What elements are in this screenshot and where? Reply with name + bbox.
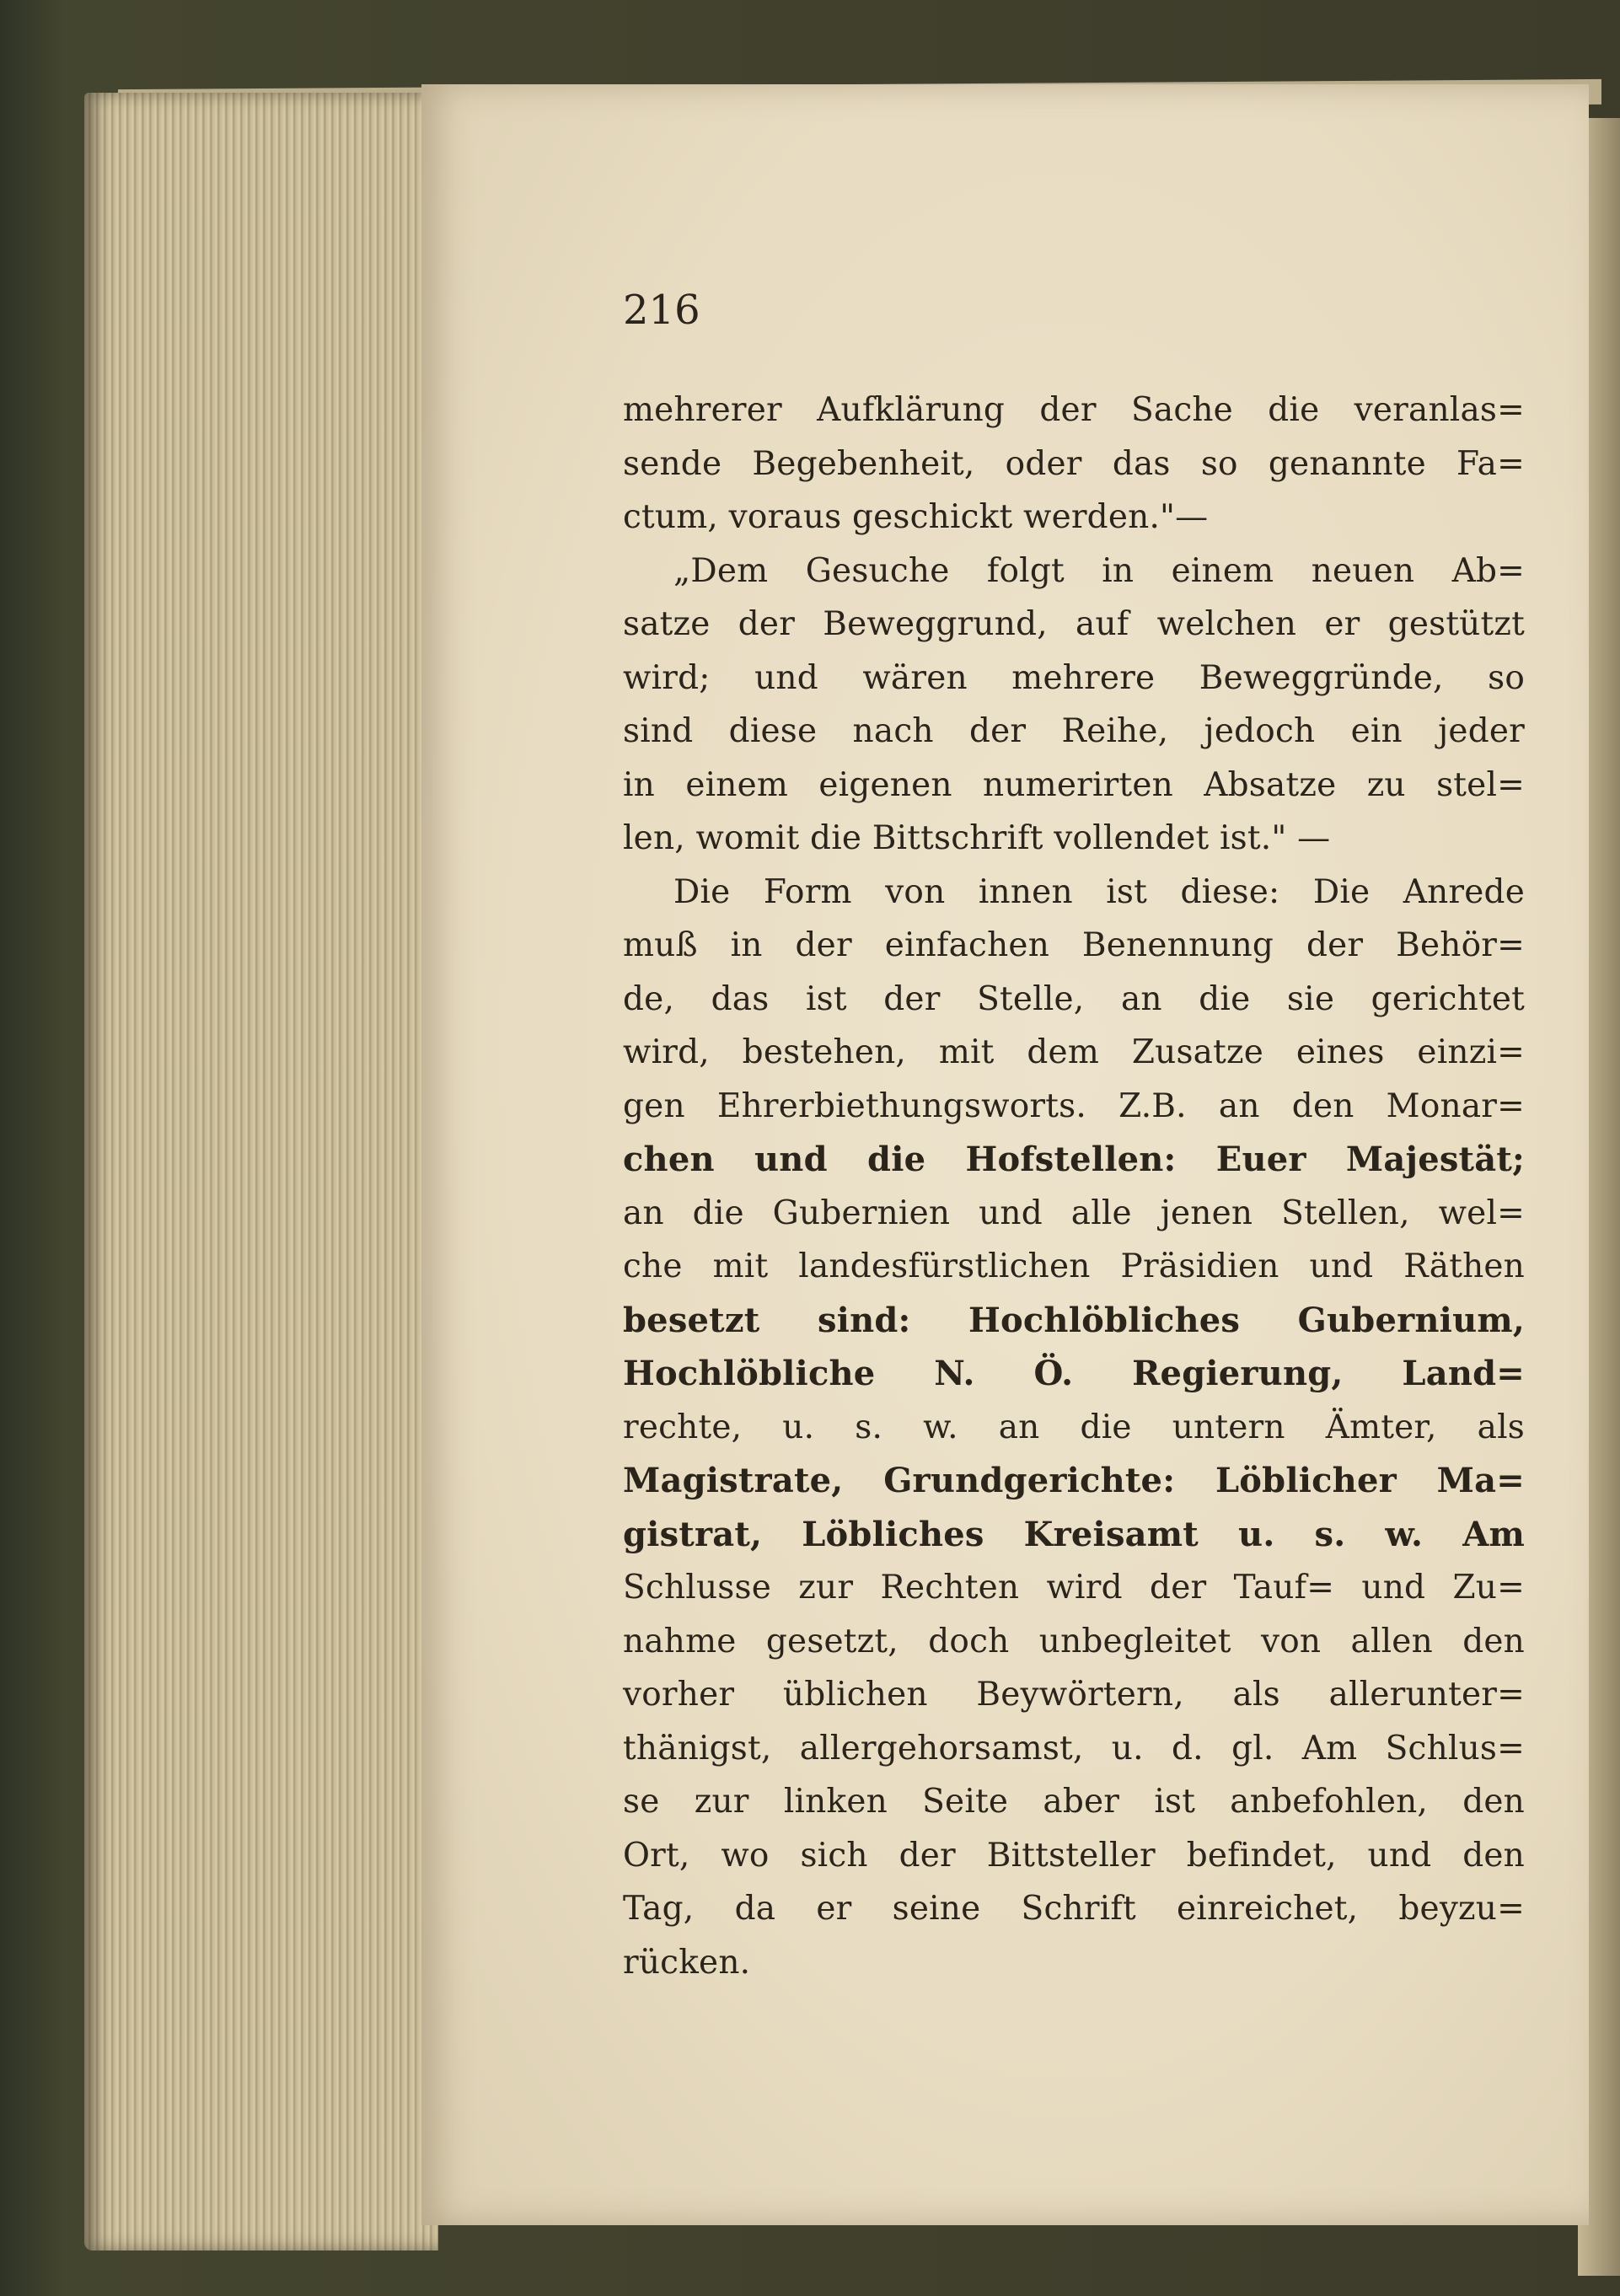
text-line: „Dem Gesuche folgt in einem neuen Ab= [673, 551, 1525, 590]
text-line: Ort, wo sich der Bittsteller befindet, und den [623, 1836, 1525, 1875]
text-line: chen und die Hofstellen: Euer Majestät; [623, 1140, 1525, 1179]
text-line: thänigst, allergehorsamst, u. d. gl. Am Schlus= [623, 1729, 1525, 1768]
text-line: in einem eigenen numerirten Absatze zu stel= [623, 765, 1525, 804]
text-line: ctum, voraus geschickt werden."— [623, 498, 1209, 536]
page-stack-edges [84, 93, 438, 2250]
text-line: rücken. [623, 1943, 751, 1982]
text-line: wird, bestehen, mit dem Zusatze eines einzi= [623, 1033, 1525, 1071]
text-line: rechte, u. s. w. an die untern Ämter, als [623, 1408, 1525, 1446]
text-line: len, womit die Bittschrift vollendet ist." — [623, 819, 1331, 857]
text-line: vorher üblichen Beywörtern, als allerunter= [623, 1676, 1525, 1714]
text-line: sind diese nach der Reihe, jedoch ein jeder [623, 712, 1525, 750]
text-line: Hochlöbliche N. Ö. Regierung, Land= [623, 1354, 1525, 1393]
text-line: Tag, da er seine Schrift einreichet, beyzu= [623, 1890, 1525, 1928]
text-line: gen Ehrerbiethungsworts. Z.B. an den Monar= [623, 1086, 1525, 1125]
text-line: an die Gubernien und alle jenen Stellen, wel= [623, 1194, 1525, 1232]
text-line: gistrat, Löbliches Kreisamt u. s. w. Am [623, 1514, 1525, 1554]
page-number: 216 [623, 287, 700, 334]
text-line: Schlusse zur Rechten wird der Tauf= und Zu= [623, 1569, 1525, 1607]
text-line: satze der Beweggrund, auf welchen er gestützt [623, 605, 1525, 643]
body-text [623, 384, 1525, 1989]
text-line: sende Begebenheit, oder das so genannte Fa= [623, 444, 1525, 483]
text-line: wird; und wären mehrere Beweggründe, so [623, 658, 1525, 697]
text-line: che mit landesfürstlichen Präsidien und Räthen [623, 1247, 1525, 1285]
text-line: se zur linken Seite aber ist anbefohlen, den [623, 1783, 1525, 1821]
text-line: Die Form von innen ist diese: Die Anrede [673, 872, 1525, 911]
text-line: mehrerer Aufklärung der Sache die veranlas= [623, 391, 1525, 429]
text-line: muß in der einfachen Benennung der Behör= [623, 926, 1525, 964]
text-line: de, das ist der Stelle, an die sie gerichtet [623, 979, 1525, 1018]
text-line: Magistrate, Grundgerichte: Löblicher Ma= [623, 1461, 1525, 1500]
text-line: nahme gesetzt, doch unbegleitet von allen den [623, 1622, 1525, 1660]
text-line: besetzt sind: Hochlöbliches Gubernium, [623, 1300, 1525, 1340]
